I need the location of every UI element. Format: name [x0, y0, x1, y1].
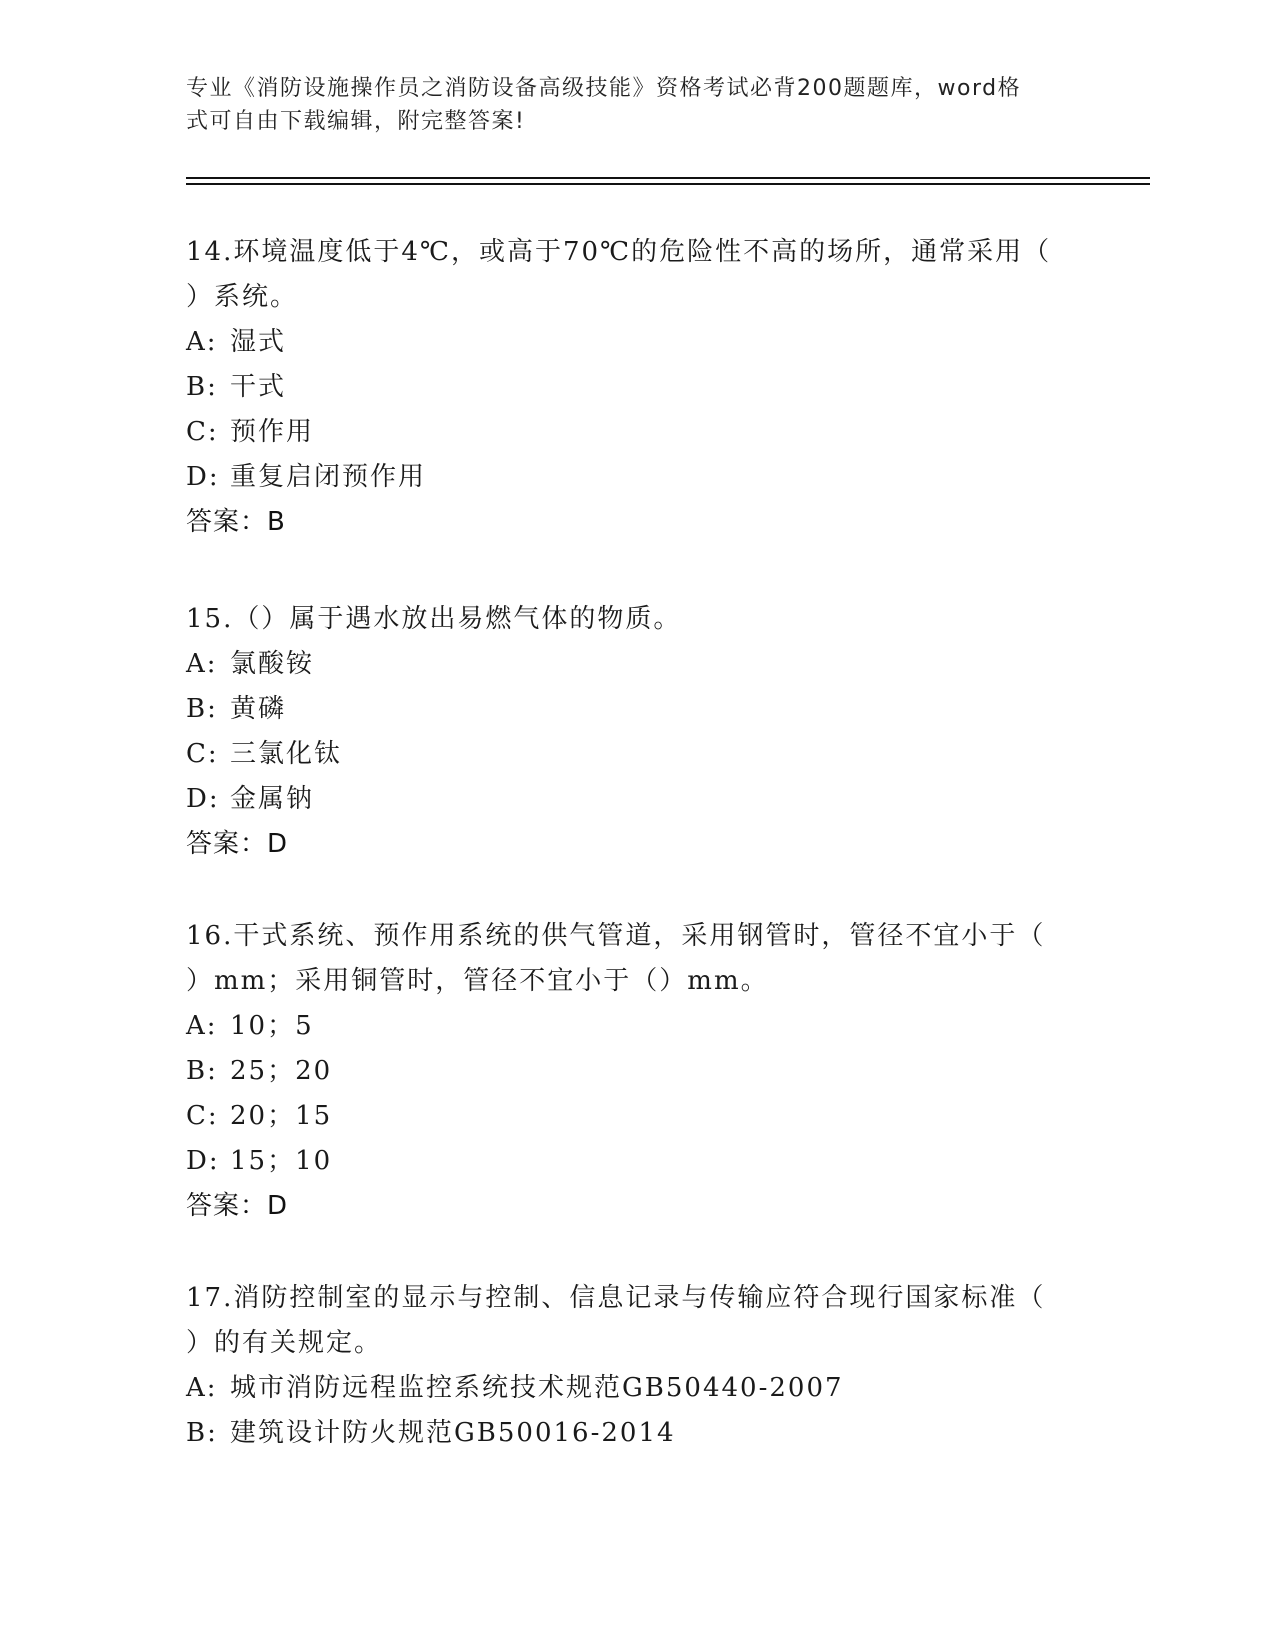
- option-b: [186, 365, 1086, 410]
- option-key: D:: [186, 1146, 220, 1176]
- option-text: 重复启闭预作用: [230, 462, 427, 492]
- question-14: [186, 230, 1086, 545]
- option-text: 建筑设计防火规范GB50016-2014: [230, 1418, 676, 1448]
- option-a: [186, 1366, 1086, 1411]
- option-text: 20；15: [230, 1101, 333, 1131]
- option-key: A:: [186, 327, 218, 357]
- option-key: B:: [186, 1056, 218, 1086]
- option-text: 湿式: [230, 327, 287, 357]
- header-rule-bottom: [186, 183, 1150, 185]
- option-key: C:: [186, 417, 219, 447]
- option-text: 预作用: [230, 417, 315, 447]
- option-key: B:: [186, 372, 218, 402]
- option-key: B:: [186, 1418, 218, 1448]
- header-line-2: 式可自由下载编辑，附完整答案!: [186, 109, 526, 134]
- option-key: B:: [186, 694, 218, 724]
- option-key: C:: [186, 739, 219, 769]
- question-stem-line-1: 17.消防控制室的显示与控制、信息记录与传输应符合现行国家标准（: [186, 1283, 1046, 1313]
- question-16: [186, 914, 1086, 1229]
- option-c: [186, 1094, 1086, 1139]
- option-text: 城市消防远程监控系统技术规范GB50440-2007: [230, 1373, 844, 1403]
- question-stem-line-2: ）系统。: [186, 282, 299, 312]
- option-c: [186, 732, 1086, 777]
- answer-label: 答案：D: [186, 1191, 289, 1221]
- answer-label: 答案：B: [186, 507, 286, 537]
- option-key: A:: [186, 649, 218, 679]
- option-text: 10；5: [230, 1011, 314, 1041]
- option-c: [186, 410, 1086, 455]
- document-header: [186, 72, 1066, 138]
- option-d: [186, 1139, 1086, 1184]
- option-a: [186, 642, 1086, 687]
- question-15: [186, 597, 1086, 867]
- option-a: [186, 320, 1086, 365]
- answer-label: 答案：D: [186, 829, 289, 859]
- option-key: D:: [186, 784, 220, 814]
- option-key: A:: [186, 1373, 218, 1403]
- option-text: 黄磷: [230, 694, 287, 724]
- question-stem-line-1: 15.（）属于遇水放出易燃气体的物质。: [186, 604, 682, 634]
- option-key: A:: [186, 1011, 218, 1041]
- option-text: 干式: [230, 372, 287, 402]
- option-b: [186, 687, 1086, 732]
- option-text: 金属钠: [230, 784, 315, 814]
- option-b: [186, 1411, 1086, 1456]
- header-line-1: 专业《消防设施操作员之消防设备高级技能》资格考试必背200题题库，word格: [186, 76, 1022, 101]
- question-17: [186, 1276, 1086, 1456]
- option-text: 15；10: [230, 1146, 333, 1176]
- option-text: 25；20: [230, 1056, 333, 1086]
- question-stem-line-2: ）的有关规定。: [186, 1328, 383, 1358]
- option-b: [186, 1049, 1086, 1094]
- question-stem-line-1: 14.环境温度低于4℃，或高于70℃的危险性不高的场所，通常采用（: [186, 237, 1052, 267]
- option-a: [186, 1004, 1086, 1049]
- option-key: C:: [186, 1101, 219, 1131]
- option-d: [186, 777, 1086, 822]
- question-stem-line-1: 16.干式系统、预作用系统的供气管道，采用钢管时，管径不宜小于（: [186, 921, 1046, 951]
- option-key: D:: [186, 462, 220, 492]
- header-rule-top: [186, 177, 1150, 179]
- option-text: 三氯化钛: [230, 739, 343, 769]
- option-text: 氯酸铵: [230, 649, 315, 679]
- option-d: [186, 455, 1086, 500]
- question-stem-line-2: ）mm；采用铜管时，管径不宜小于（）mm。: [186, 966, 769, 996]
